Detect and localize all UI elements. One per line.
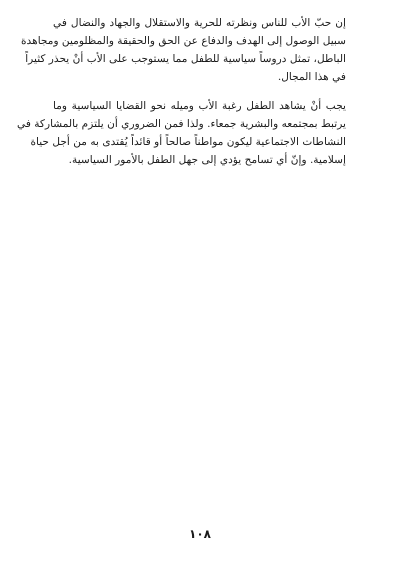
paragraph-line: يرتبط بمجتمعه والبشرية جمعاء. ولذا فمن الضروري أن يلتزم بالمشاركة في <box>16 118 346 130</box>
paragraph-line: الباطل، تمثل دروساً سياسية للطفل مما يستوجب على الأب أنْ يحذر كثيراً <box>25 53 346 65</box>
paragraph-line: سبيل الوصول إلى الهدف والدفاع عن الحق والحقيقة والمظلومين ومجاهدة <box>21 35 346 47</box>
paragraph-line: إن حبّ الأب للناس ونظرته للحرية والاستقلال والجهاد والنضال في <box>53 17 346 29</box>
paragraph-1 <box>21 14 346 86</box>
paragraph-line: يجب أنْ يشاهد الطفل رغبة الأب وميله نحو القضايا السياسية وما <box>53 100 346 112</box>
paragraph-2 <box>16 97 346 169</box>
paragraph-line: إسلامية. وإنّ أي تسامح يؤدي إلى جهل الطفل بالأمور السياسية. <box>68 154 346 166</box>
page-number: ١٠٨ <box>189 527 211 541</box>
paragraph-line: النشاطات الاجتماعية ليكون مواطناً صالحاً أو قائداً يُقتدى به من أجل حياة <box>30 136 346 148</box>
paragraph-line: في هذا المجال. <box>277 71 346 83</box>
